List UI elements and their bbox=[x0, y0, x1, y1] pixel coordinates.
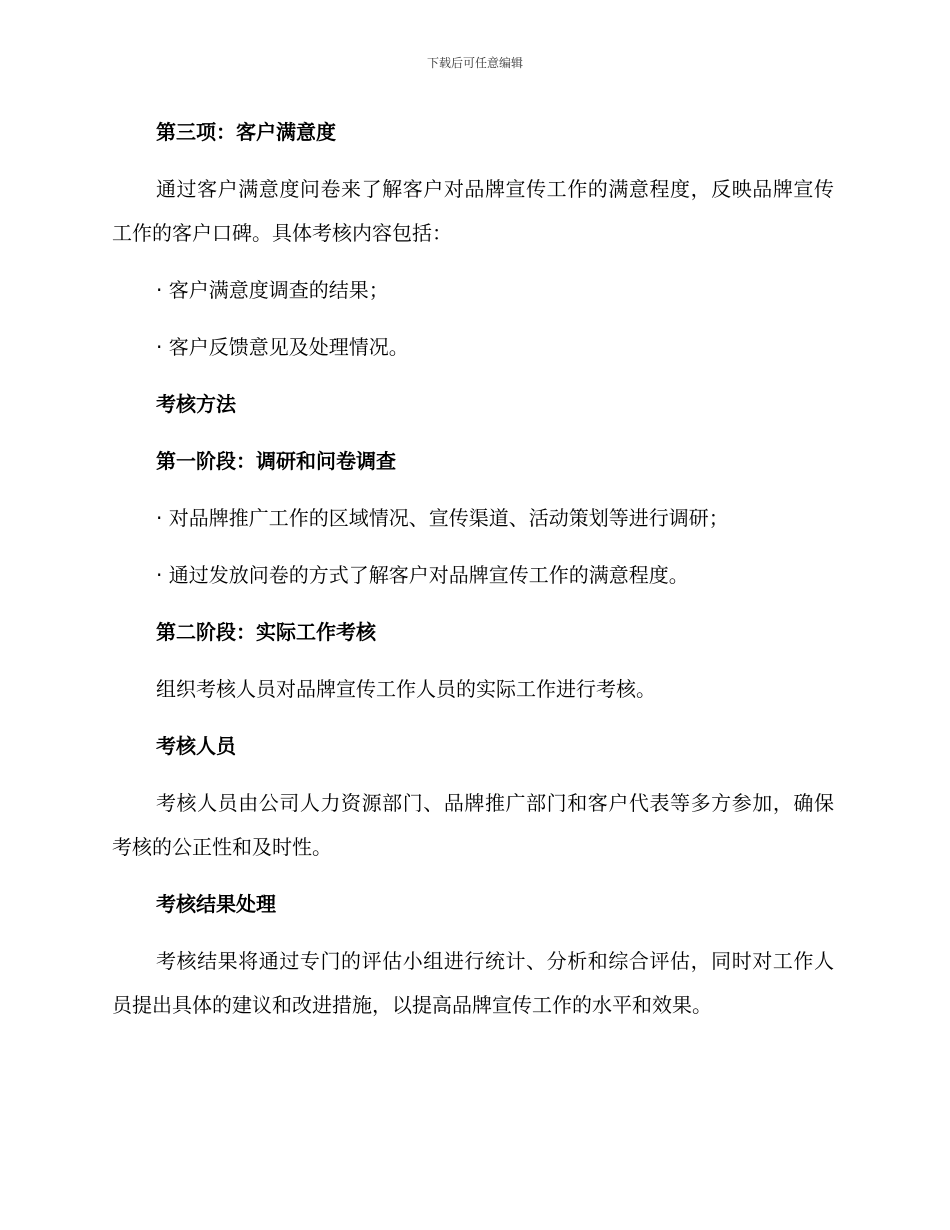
bullet-feedback-handling: · 客户反馈意见及处理情况。 bbox=[156, 335, 409, 359]
section-heading-result-handling: 考核结果处理 bbox=[156, 892, 276, 916]
section-heading-customer-satisfaction: 第三项：客户满意度 bbox=[156, 120, 336, 144]
paragraph-customer-satisfaction-intro: 通过客户满意度问卷来了解客户对品牌宣传工作的满意程度，反映品牌宣传工作的客户口碑。具体考核内容包括： bbox=[112, 177, 834, 245]
section-heading-stage-one: 第一阶段：调研和问卷调查 bbox=[156, 449, 396, 473]
paragraph-assessors: 考核人员由公司人力资源部门、品牌推广部门和客户代表等多方参加，确保考核的公正性和及时性。 bbox=[112, 791, 834, 859]
paragraph-result-handling: 考核结果将通过专门的评估小组进行统计、分析和综合评估，同时对工作人员提出具体的建议和改进措施，以提高品牌宣传工作的水平和效果。 bbox=[112, 949, 834, 1017]
section-heading-assessment-method: 考核方法 bbox=[156, 392, 236, 416]
section-heading-stage-two: 第二阶段：实际工作考核 bbox=[156, 620, 376, 644]
section-heading-assessors: 考核人员 bbox=[156, 734, 236, 758]
bullet-questionnaire: · 通过发放问卷的方式了解客户对品牌宣传工作的满意程度。 bbox=[156, 563, 689, 587]
page-header-note: 下载后可任意编辑 bbox=[426, 56, 523, 70]
document-body bbox=[112, 110, 834, 1040]
bullet-research-items: · 对品牌推广工作的区域情况、宣传渠道、活动策划等进行调研； bbox=[156, 506, 729, 530]
paragraph-actual-work-assessment: 组织考核人员对品牌宣传工作人员的实际工作进行考核。 bbox=[156, 677, 656, 701]
bullet-survey-results: · 客户满意度调查的结果； bbox=[156, 278, 389, 302]
